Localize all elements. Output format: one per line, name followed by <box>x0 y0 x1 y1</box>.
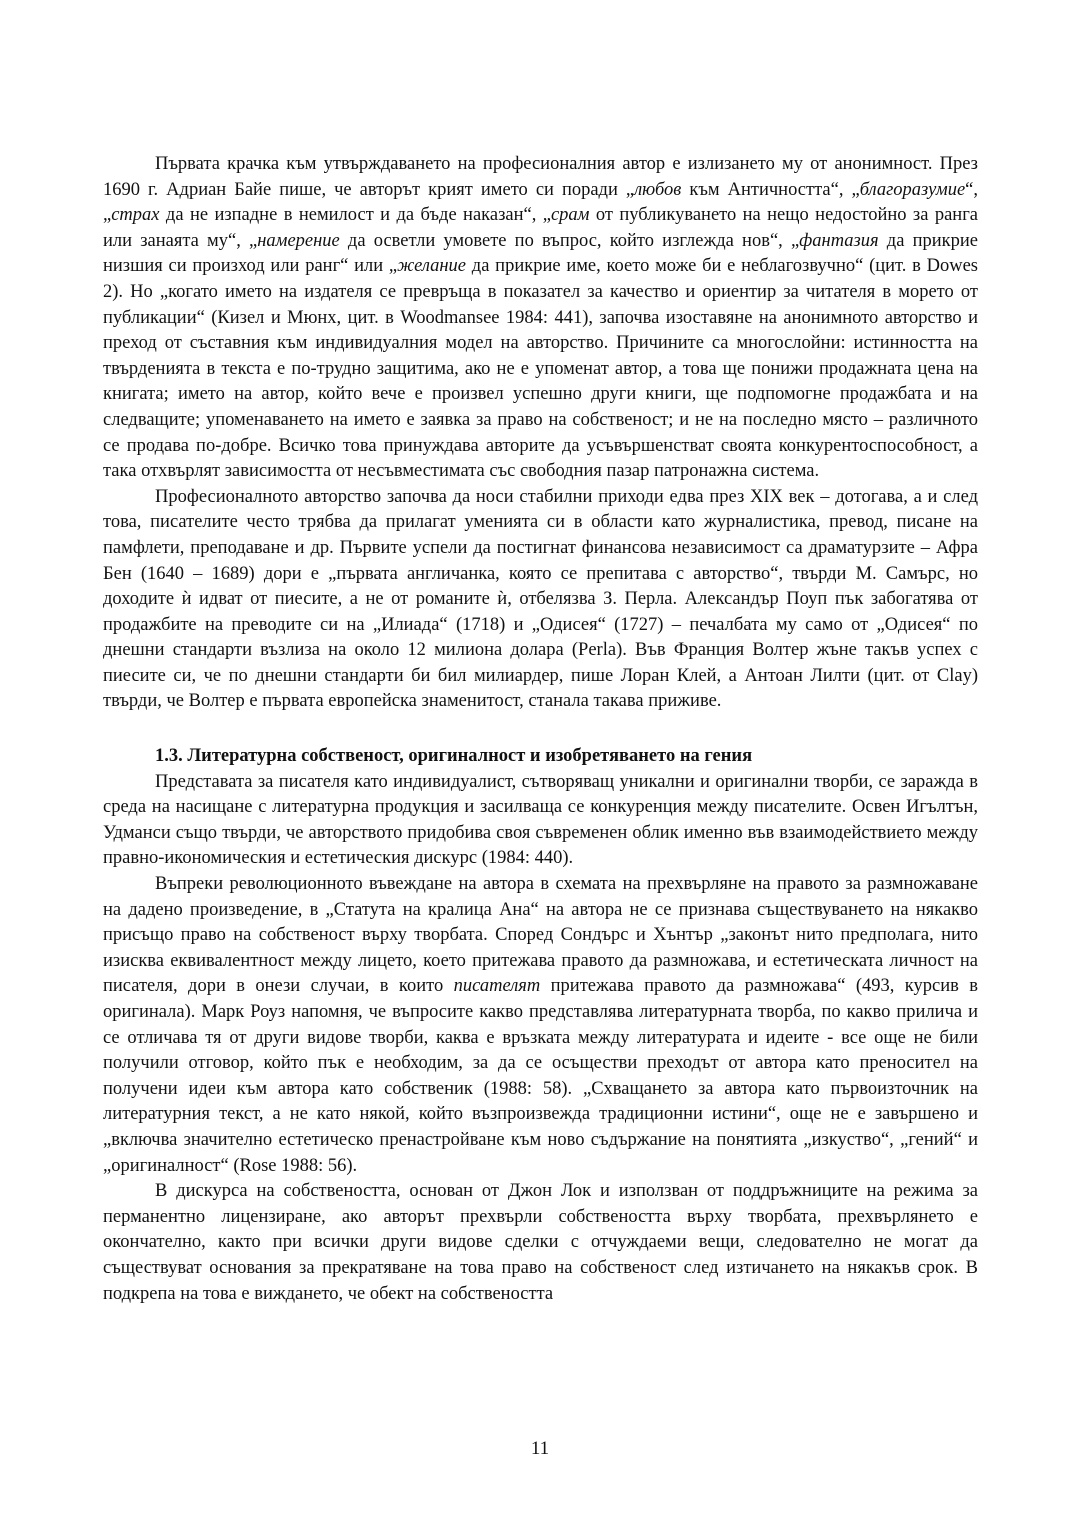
italic-term: писателят <box>453 976 541 997</box>
italic-term: любов <box>634 179 682 200</box>
text-run: от публикуването на нещо недостойно за ранга или занаята му“, „ <box>103 205 978 251</box>
paragraph <box>103 485 978 715</box>
section-heading: 1.3. Литературна собственост, оригиналност и изобретяването на гения <box>155 746 753 767</box>
paragraph-group-after-heading <box>103 770 978 1307</box>
text-run: Представата за писателя като индивидуалист, сътворяващ уникални и оригинални творби, се заражда в среда на насищане с литературна продукция и засилваща се конкуренция между писателите. Освен Игълтън, Удманси също твърди, че авторството придобива своя съвременен облик именно във взаимодействието между правно-икономическия и естетическия дискурс (1984: 440). <box>103 771 978 869</box>
text-run: да не изпадне в немилост и да бъде наказан“, „ <box>159 205 551 226</box>
paragraph <box>103 1179 978 1307</box>
page-number: 11 <box>530 1438 550 1459</box>
paragraph <box>103 152 978 485</box>
text-run: притежава правото да размножава“ (493, курсив в оригинала). Марк Роуз напомня, че въпросите какво представлява литературната творба, по какво прилича и се отличава тя от други видове творби, каква е връзката между литературата и идеите - все още не били получили отговор, който пък е необходим, за да се осъществи преходът от автора като преносител на получени идеи към автора като собственик (1988: 58). „Схващането за автора като първоизточник на литературния текст, а не като някой, който възпроизвежда традиционни истини“, още не е завършено и „включва значително естетическо пренастройване към ново съдържание на понятията „изкуство“, „гений“ и „оригиналност“ (Rose 1988: 56). <box>103 976 978 1176</box>
paragraph <box>103 872 978 1179</box>
italic-term: страх <box>111 205 160 226</box>
text-run: Първата крачка към утвърждаването на професионалния автор е излизането му от анонимност. През 1690 г. Адриан Байе пише, че авторът крият името си поради „ <box>103 154 978 200</box>
italic-term: срам <box>550 205 590 226</box>
text-run: В дискурса на собствеността, основан от Джон Лок и използван от поддръжниците на режима за перманентно лицензиране, ако авторът прехвърли собствеността върху творбата, прехвърлянето е окончателно, както при всички други видове сделки с отчуждаеми вещи, следователно не могат да съществуват основания за прекратяване на това право на собственост след изтичането на някакъв срок. В подкрепа на това е виждането, че обект на собствеността <box>103 1181 978 1304</box>
italic-term: намерение <box>257 230 340 251</box>
italic-term: благоразумие <box>859 179 966 200</box>
text-run: към Античността“, „ <box>681 179 860 200</box>
text-run: “, „ <box>103 179 978 226</box>
paragraph <box>103 770 978 872</box>
text-run: да осветли умовете по въпрос, който изглежда нов“, „ <box>339 230 800 251</box>
paragraph-group-before-heading <box>103 152 978 715</box>
book-page <box>103 152 978 1452</box>
italic-term: желание <box>397 256 467 277</box>
text-run: да прикрие име, което може би е неблагозвучно“ (цит. в Dowes 2). Но „когато името на издателя се превръща в показател за качество и ориентир за читателя в морето от публикации“ (Кизел и Мюнх, цит. в Woodmansee 1984: 441), започва изоставяне на анонимното авторство и преход от съставния към индивидуалния модел на авторство. Причините са многослойни: истинността на твърденията в текста е по-трудно защитима, ако не е упоменат автор, а това ще понижи продажната цена на книгата; името на автор, който вече е произвел успешно други книги, ще подпомогне продажбата и на следващите; упоменаването на името е заявка за право на собственост; и не на последно място – различното се продава по-добре. Всичко това принуждава авторите да усъвършенстват своята конкурентоспособност, а така отхвърлят зависимостта от несъвместимата със свободния пазар патронажна система. <box>103 256 978 482</box>
text-run: Въпреки революционното въвеждане на автора в схемата на прехвърляне на правото за размножаване на дадено произведение, в „Статута на кралица Ана“ на автора не се признава съществуването на някакво присъщо право на собственост върху творбата. Според Сондърс и Хънтър „законът нито предполага, нито изисква еквивалентност между лицето, което притежава правото да размножава, и естетическата личност на писателя, дори в онези случаи, в които <box>103 874 978 997</box>
italic-term: фантазия <box>799 230 879 251</box>
text-run: Професионалното авторство започва да носи стабилни приходи едва през XIX век – дотогава, а и след това, писателите често трябва да прилагат уменията си в области като журналистика, превод, писане на памфлети, преподаване и др. Първите успели да постигнат финансова независимост са драматурзите – Афра Бен (1640 – 1689) дори е „първата англичанка, която се препитава с авторство“, твърди М. Самърс, но доходите ѝ идват от пиесите, а не от романите ѝ, отбелязва З. Перла. Александър Поуп пък забогатява от продажбите на преводите си на „Илиада“ (1718) и „Одисея“ (1727) – печалбата му само от „Одисея“ по днешни стандарти възлиза на около 12 милиона долара (Perla). Във Франция Волтер жъне такъв успех с пиесите си, че по днешни стандарти би бил милиардер, пише Лоран Клей, а Антоан Лилти (цит. от Clay) твърди, че Волтер е първата европейска знаменитост, станала такава приживе. <box>103 486 978 712</box>
text-run: да прикрие низшия си произход или ранг“ или „ <box>103 230 978 277</box>
